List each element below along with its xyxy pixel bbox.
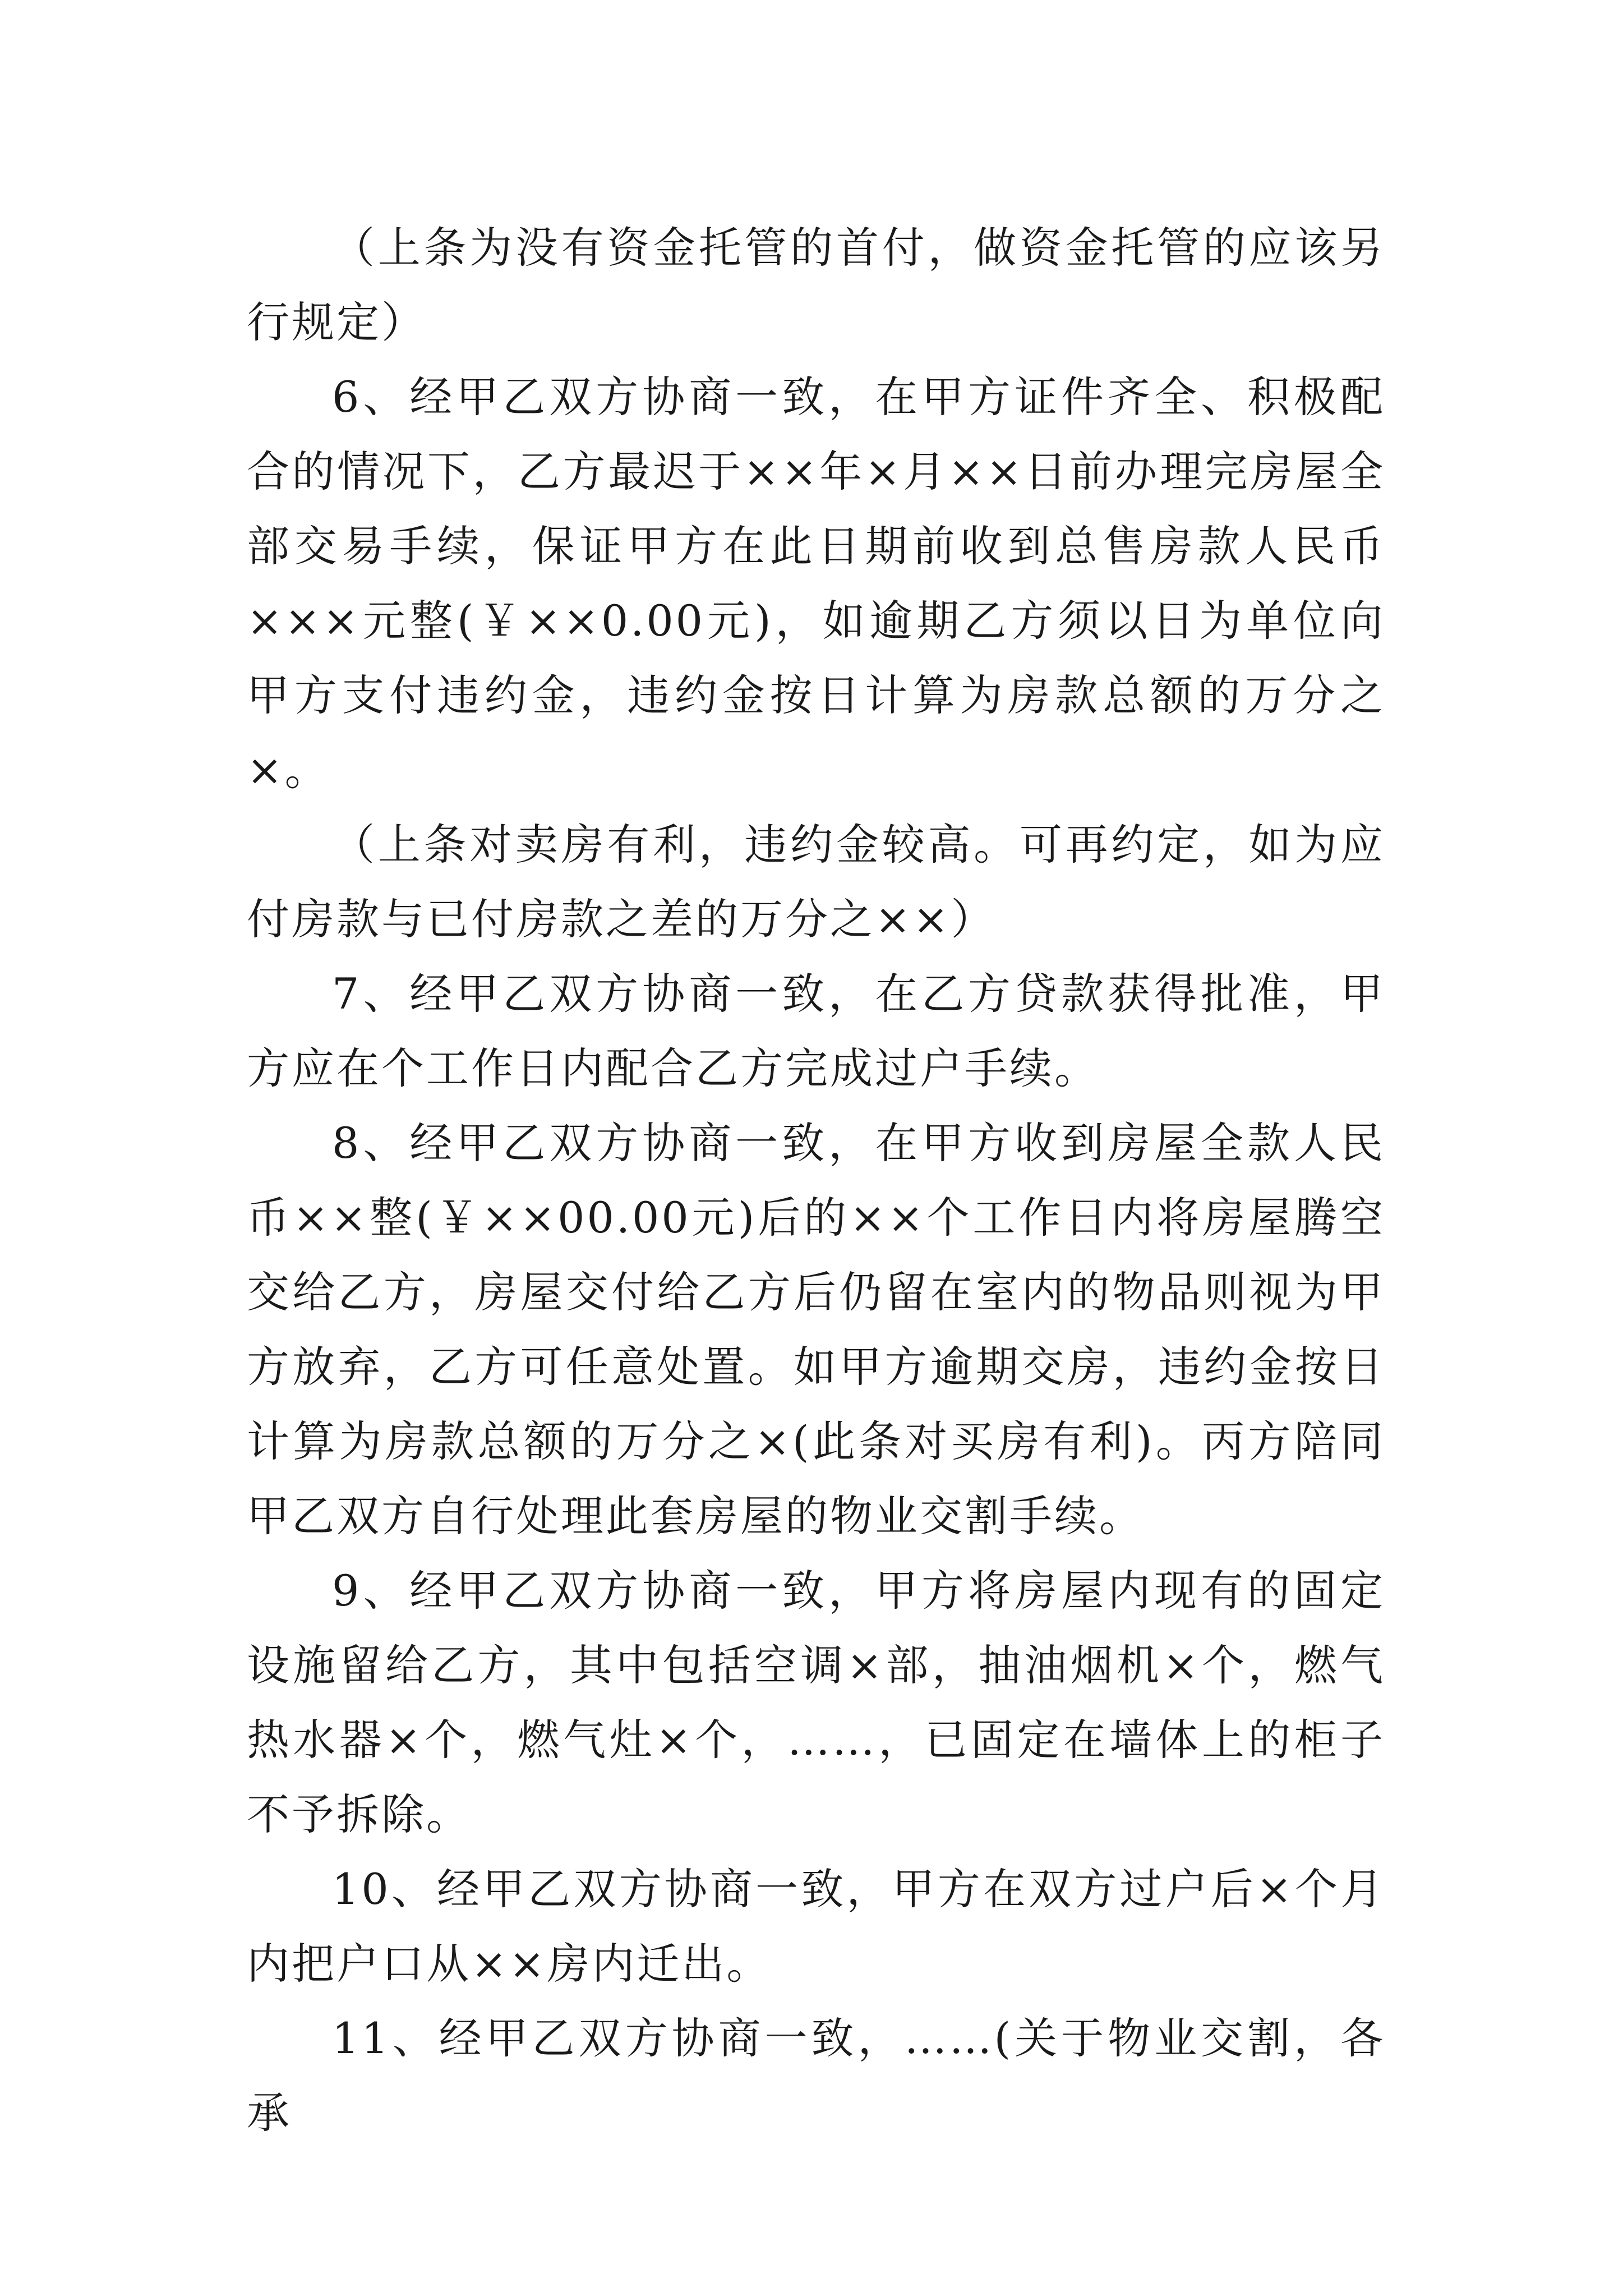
clause-9-paragraph: 9、经甲乙双方协商一致，甲方将房屋内现有的固定设施留给乙方，其中包括空调×部，抽油烟机×个，燃气热水器×个，燃气灶×个，……，已固定在墙体上的柜子不予拆除。 <box>247 1566 1385 1839</box>
note-paragraph-penalty: （上条对卖房有利，违约金较高。可再约定，如为应付房款与已付房款之差的万分之××） <box>247 820 1385 944</box>
clause-11-paragraph: 11、经甲乙双方协商一致，……(关于物业交割，各承 <box>247 2013 1385 2138</box>
note-paragraph-escrow: （上条为没有资金托管的首付，做资金托管的应该另行规定） <box>247 223 1385 347</box>
document-body <box>247 210 1385 2150</box>
clause-10-paragraph: 10、经甲乙双方协商一致，甲方在双方过户后×个月内把户口从××房内迁出。 <box>247 1864 1385 1989</box>
clause-8-paragraph: 8、经甲乙双方协商一致，在甲方收到房屋全款人民币××整(￥××00.00元)后的××个工作日内将房屋腾空交给乙方，房屋交付给乙方后仍留在室内的物品则视为甲方放弃，乙方可任意处置。如甲方逾期交房，违约金按日计算为房款总额的万分之×(此条对买房有利)。丙方陪同甲乙双方自行处理此套房屋的物业交割手续。 <box>247 1118 1385 1541</box>
clause-6-paragraph: 6、经甲乙双方协商一致，在甲方证件齐全、积极配合的情况下，乙方最迟于××年×月××日前办理完房屋全部交易手续，保证甲方在此日期前收到总售房款人民币×××元整(￥××0.00元)，如逾期乙方须以日为单位向甲方支付违约金，违约金按日计算为房款总额的万分之×。 <box>247 372 1385 795</box>
clause-7-paragraph: 7、经甲乙双方协商一致，在乙方贷款获得批准，甲方应在个工作日内配合乙方完成过户手续。 <box>247 969 1385 1093</box>
